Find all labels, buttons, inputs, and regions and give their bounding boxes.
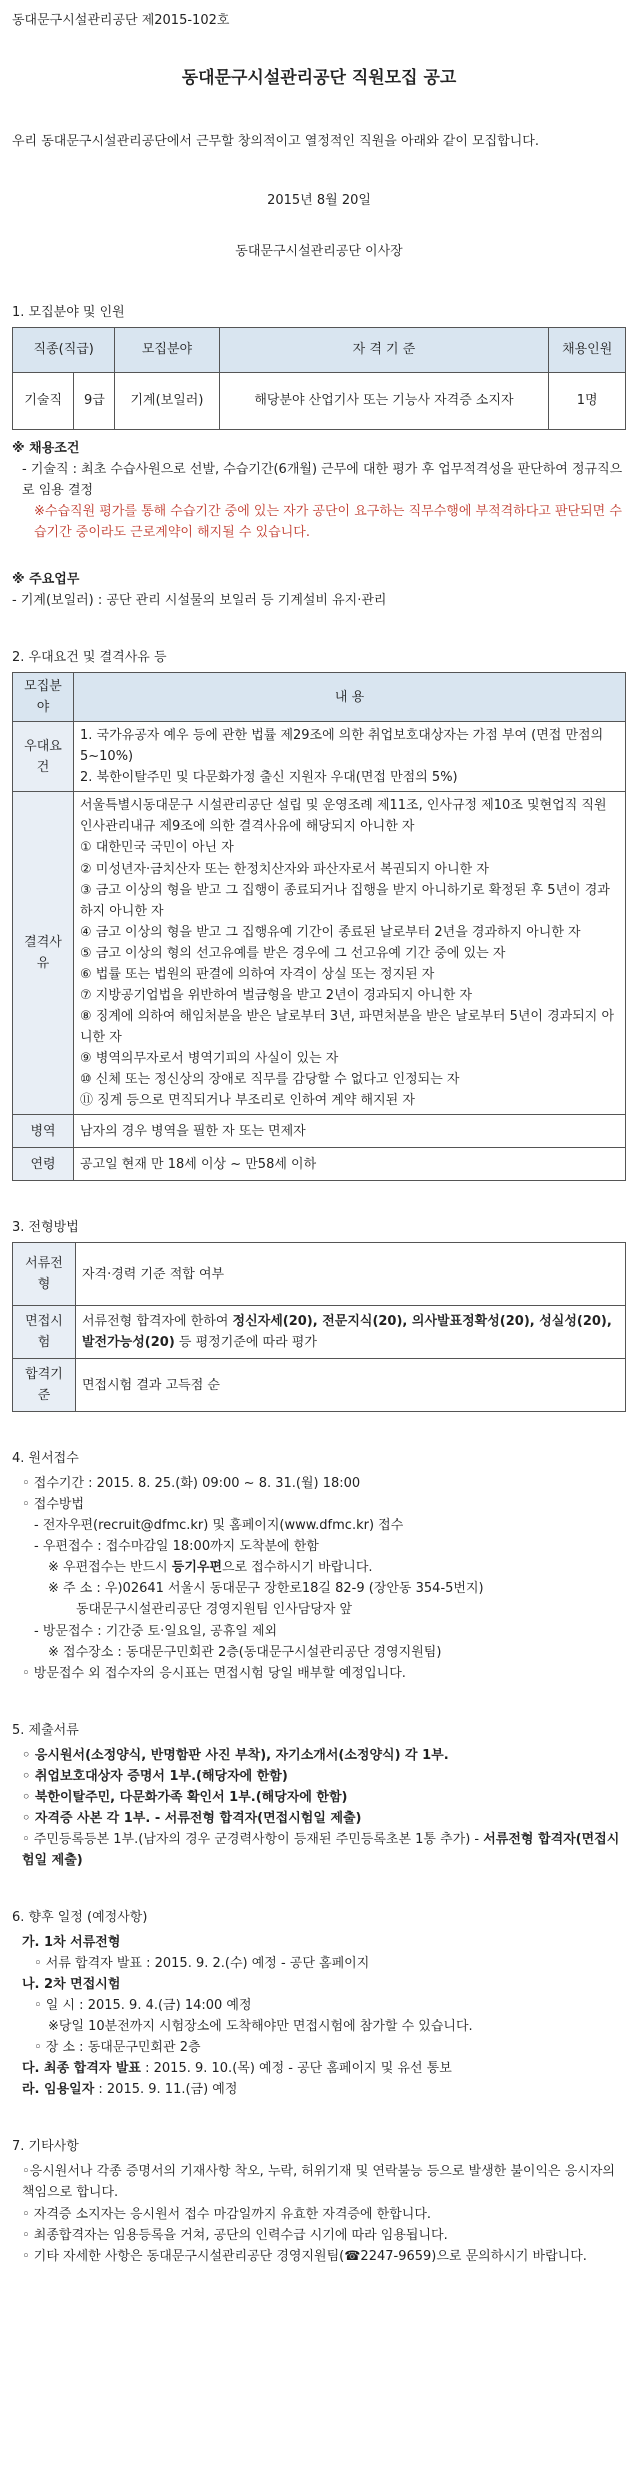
schedule-step-3-title: 다. 최종 합격자 발표	[22, 2061, 141, 2077]
section-title: 7. 기타사항	[12, 2139, 79, 2155]
row-label: 연령	[13, 1148, 74, 1181]
header-cell: 자 격 기 준	[219, 327, 549, 372]
table-cell	[74, 722, 626, 792]
list-item: ⑥ 법률 또는 법원의 판결에 의하여 자격이 상실 또는 정지된 자	[80, 966, 435, 982]
schedule-step-4-text: : 2015. 9. 11.(금) 예정	[94, 2082, 238, 2098]
table-row	[13, 1115, 626, 1148]
table-cell: 해당분야 산업기사 또는 기능사 자격증 소지자	[219, 372, 549, 429]
table-header-row	[13, 673, 626, 722]
header-cell: 채용인원	[549, 327, 626, 372]
list-item-emphasis: 서류전형 합격자(면접시험일 제출)	[22, 1831, 620, 1868]
row-label: 서류전형	[13, 1243, 76, 1306]
schedule-step-4	[12, 2079, 626, 2100]
table-row	[13, 722, 626, 792]
section-qualifications	[12, 647, 626, 1181]
visit-application: - 방문접수 : 기간중 토·일요일, 공휴일 제외	[34, 1623, 278, 1639]
schedule-step-2-date: ◦ 일 시 : 2015. 9. 4.(금) 14:00 예정	[34, 1998, 252, 2014]
row-label: 우대요건	[13, 722, 74, 792]
list-item: ◦ 자격증 소지자는 응시원서 접수 마감일까지 유효한 자격증에 한합니다.	[22, 2206, 432, 2222]
table-cell: 공고일 현재 만 18세 이상 ~ 만58세 이하	[74, 1148, 626, 1181]
header-cell: 직종(직급)	[13, 327, 115, 372]
section-documents	[12, 1720, 626, 1871]
schedule-step-2-place: ◦ 장 소 : 동대문구민회관 2층	[34, 2040, 201, 2056]
conditions-warning: ※수습직원 평가를 통해 수습기간 중에 있는 자가 공단이 요구하는 직무수행에 부적격하다고 판단되면 수습기간 중이라도 근로계약이 해지될 수 있습니다.	[34, 503, 622, 540]
section-selection	[12, 1217, 626, 1412]
intro-text: 우리 동대문구시설관리공단에서 근무할 창의적이고 열정적인 직원을 아래와 같이 모집합니다.	[12, 133, 539, 149]
table-cell: 기술직	[13, 372, 74, 429]
schedule-step-2: 나. 2차 면접시험	[22, 1977, 121, 1993]
list-item: ◦ 응시원서(소정양식, 반명함판 사진 부착), 자기소개서(소정양식) 각 1부.	[22, 1747, 449, 1763]
schedule-step-3-text: : 2015. 9. 10.(목) 예정 - 공단 홈페이지 및 유선 통보	[140, 2061, 452, 2077]
row-label: 병역	[13, 1115, 74, 1148]
table-cell	[74, 792, 626, 1115]
list-item: ④ 금고 이상의 형을 받고 그 집행유예 기간이 종료된 날로부터 2년을 경과하지 아니한 자	[80, 924, 581, 940]
section-application	[12, 1448, 626, 1684]
table-header-row	[13, 327, 626, 372]
table-row	[13, 372, 626, 429]
table-row	[13, 792, 626, 1115]
list-item: 1. 국가유공자 예우 등에 관한 법률 제29조에 의한 취업보호대상자는 가점 부여 (면접 만점의 5~10%)	[80, 728, 604, 765]
section-recruitment	[12, 302, 626, 611]
list-item: ① 대한민국 국민이 아닌 자	[80, 840, 234, 856]
list-item: ◦ 자격증 사본 각 1부. - 서류전형 합격자(면접시험일 제출)	[22, 1810, 362, 1826]
application-method: ◦ 접수방법	[22, 1497, 85, 1513]
conditions-title: ※ 채용조건	[12, 440, 80, 456]
application-post: - 우편접수 : 접수마감일 18:00까지 도착분에 한함	[34, 1539, 319, 1555]
list-item: 2. 북한이탈주민 및 다문화가정 출신 지원자 우대(면접 만점의 5%)	[80, 770, 458, 786]
address: ※ 주 소 : 우)02641 서울시 동대문구 장한로18길 82-9 (장안동 354-5번지)	[48, 1581, 484, 1597]
list-item: ⑧ 징계에 의하여 해임처분을 받은 날로부터 3년, 파면처분을 받은 날로부터 5년이 경과되지 아니한 자	[80, 1008, 615, 1045]
table-row	[13, 1243, 626, 1306]
table-row	[13, 1306, 626, 1359]
table-cell: 1명	[549, 372, 626, 429]
list-item: ⑦ 지방공기업법을 위반하여 벌금형을 받고 2년이 경과되지 아니한 자	[80, 987, 473, 1003]
interview-text-end: 등 평정기준에 따라 평가	[174, 1335, 317, 1351]
section-title: 5. 제출서류	[12, 1722, 79, 1738]
schedule-step-1-text: ◦ 서류 합격자 발표 : 2015. 9. 2.(수) 예정 - 공단 홈페이지	[34, 1956, 370, 1972]
list-item: ⑨ 병역의무자로서 병역기피의 사실이 있는 자	[80, 1050, 339, 1066]
announcement-date: 2015년 8월 20일	[267, 192, 371, 208]
post-note-emphasis: 등기우편	[171, 1560, 222, 1576]
section-misc	[12, 2136, 626, 2266]
list-item: ② 미성년자·금치산자 또는 한정치산자와 파산자로서 복권되지 아니한 자	[80, 861, 489, 877]
section-title: 2. 우대요건 및 결격사유 등	[12, 650, 167, 666]
qualifications-table	[12, 672, 626, 1181]
list-item: ⑩ 신체 또는 정신상의 장애로 직무를 감당할 수 없다고 인정되는 자	[80, 1071, 460, 1087]
list-item-text: ◦ 주민등록등본 1부.(남자의 경우 군경력사항이 등재된 주민등록초본 1통 추가) -	[22, 1831, 484, 1847]
list-item: ◦ 북한이탈주민, 다문화가족 확인서 1부.(해당자에 한함)	[22, 1789, 348, 1805]
application-footnote: ◦ 방문접수 외 접수자의 응시표는 면접시험 당일 배부할 예정입니다.	[22, 1665, 406, 1681]
duties-text: - 기계(보일러) : 공단 관리 시설물의 보일러 등 기계설비 유지·관리	[12, 593, 387, 609]
table-cell	[76, 1306, 626, 1359]
list-item: ◦응시원서나 각종 증명서의 기재사항 착오, 누락, 허위기재 및 연락불능 등으로 발생한 불이익은 응시자의 책임으로 합니다.	[22, 2164, 615, 2201]
list-item: ◦ 최종합격자는 임용등록을 거쳐, 공단의 인력수급 시기에 따라 임용됩니다.	[22, 2227, 448, 2243]
interview-criteria: 정신자세(20), 전문지식(20), 의사발표정확성(20), 성실성(20), 발전가능성(20)	[82, 1314, 612, 1351]
schedule-step-3	[12, 2058, 626, 2079]
list-item: ◦ 취업보호대상자 증명서 1부.(해당자에 한함)	[22, 1768, 288, 1784]
row-label: 합격기준	[13, 1359, 76, 1412]
list-item: ⑤ 금고 이상의 형의 선고유예를 받은 경우에 그 선고유예 기간 중에 있는 자	[80, 945, 506, 961]
table-cell: 면접시험 결과 고득점 순	[76, 1359, 626, 1412]
section-title: 1. 모집분야 및 인원	[12, 304, 125, 320]
application-email: - 전자우편(recruit@dfmc.kr) 및 홈페이지(www.dfmc.kr) 접수	[34, 1518, 404, 1534]
application-period: ◦ 접수기간 : 2015. 8. 25.(화) 09:00 ~ 8. 31.(월) 18:00	[22, 1476, 361, 1492]
selection-table	[12, 1242, 626, 1412]
table-cell: 9급	[74, 372, 115, 429]
table-cell: 자격·경력 기준 적합 여부	[76, 1243, 626, 1306]
recruitment-table	[12, 327, 626, 430]
table-row	[13, 1148, 626, 1181]
post-note-end: 으로 접수하시기 바랍니다.	[222, 1560, 373, 1576]
duties-title: ※ 주요업무	[12, 572, 80, 587]
table-cell: 남자의 경우 병역을 필한 자 또는 면제자	[74, 1115, 626, 1148]
application-place: ※ 접수장소 : 동대문구민회관 2층(동대문구시설관리공단 경영지원팀)	[48, 1644, 442, 1660]
header-cell: 내 용	[74, 673, 626, 722]
post-note	[12, 1557, 626, 1578]
row-label: 면접시험	[13, 1306, 76, 1359]
table-row	[13, 1359, 626, 1412]
list-item: ◦ 기타 자세한 사항은 동대문구시설관리공단 경영지원팀(☎2247-9659)으로 문의하시기 바랍니다.	[22, 2248, 587, 2264]
row-label: 결격사유	[13, 792, 74, 1115]
issuer: 동대문구시설관리공단 이사장	[235, 243, 403, 259]
schedule-step-2-note: ※당일 10분전까지 시험장소에 도착해야만 면접시험에 참가할 수 있습니다.	[48, 2019, 473, 2035]
list-item: ⑪ 징계 등으로 면직되거나 부조리로 인하여 계약 해지된 자	[80, 1093, 415, 1109]
list-item	[12, 1829, 626, 1871]
section-title: 6. 향후 일정 (예정사항)	[12, 1909, 148, 1925]
page-title: 동대문구시설관리공단 직원모집 공고	[181, 68, 457, 89]
document-number: 동대문구시설관리공단 제2015-102호	[12, 13, 230, 28]
interview-text: 서류전형 합격자에 한하여	[82, 1314, 233, 1330]
table-cell: 기계(보일러)	[115, 372, 219, 429]
list-intro: 서울특별시동대문구 시설관리공단 설립 및 운영조례 제11조, 인사규정 제10조 및현업직 직원 인사관리내규 제9조에 의한 결격사유에 해당되지 아니한 자	[80, 798, 607, 835]
section-title: 4. 원서접수	[12, 1451, 79, 1467]
section-title: 3. 전형방법	[12, 1220, 79, 1236]
schedule-step-1: 가. 1차 서류전형	[22, 1935, 121, 1951]
address-line-2: 동대문구시설관리공단 경영지원팀 인사담당자 앞	[76, 1602, 353, 1618]
schedule-step-4-title: 라. 임용일자	[22, 2082, 95, 2098]
list-item: ③ 금고 이상의 형을 받고 그 집행이 종료되거나 집행을 받지 아니하기로 확정된 후 5년이 경과하지 아니한 자	[80, 882, 610, 919]
header-cell: 모집분야	[115, 327, 219, 372]
conditions-text: - 기술직 : 최초 수습사원으로 선발, 수습기간(6개월) 근무에 대한 평가 후 업무적격성을 판단하여 정규직으로 임용 결정	[22, 461, 623, 498]
header-cell: 모집분야	[13, 673, 74, 722]
post-note-text: ※ 우편접수는 반드시	[48, 1560, 172, 1576]
section-schedule	[12, 1907, 626, 2100]
